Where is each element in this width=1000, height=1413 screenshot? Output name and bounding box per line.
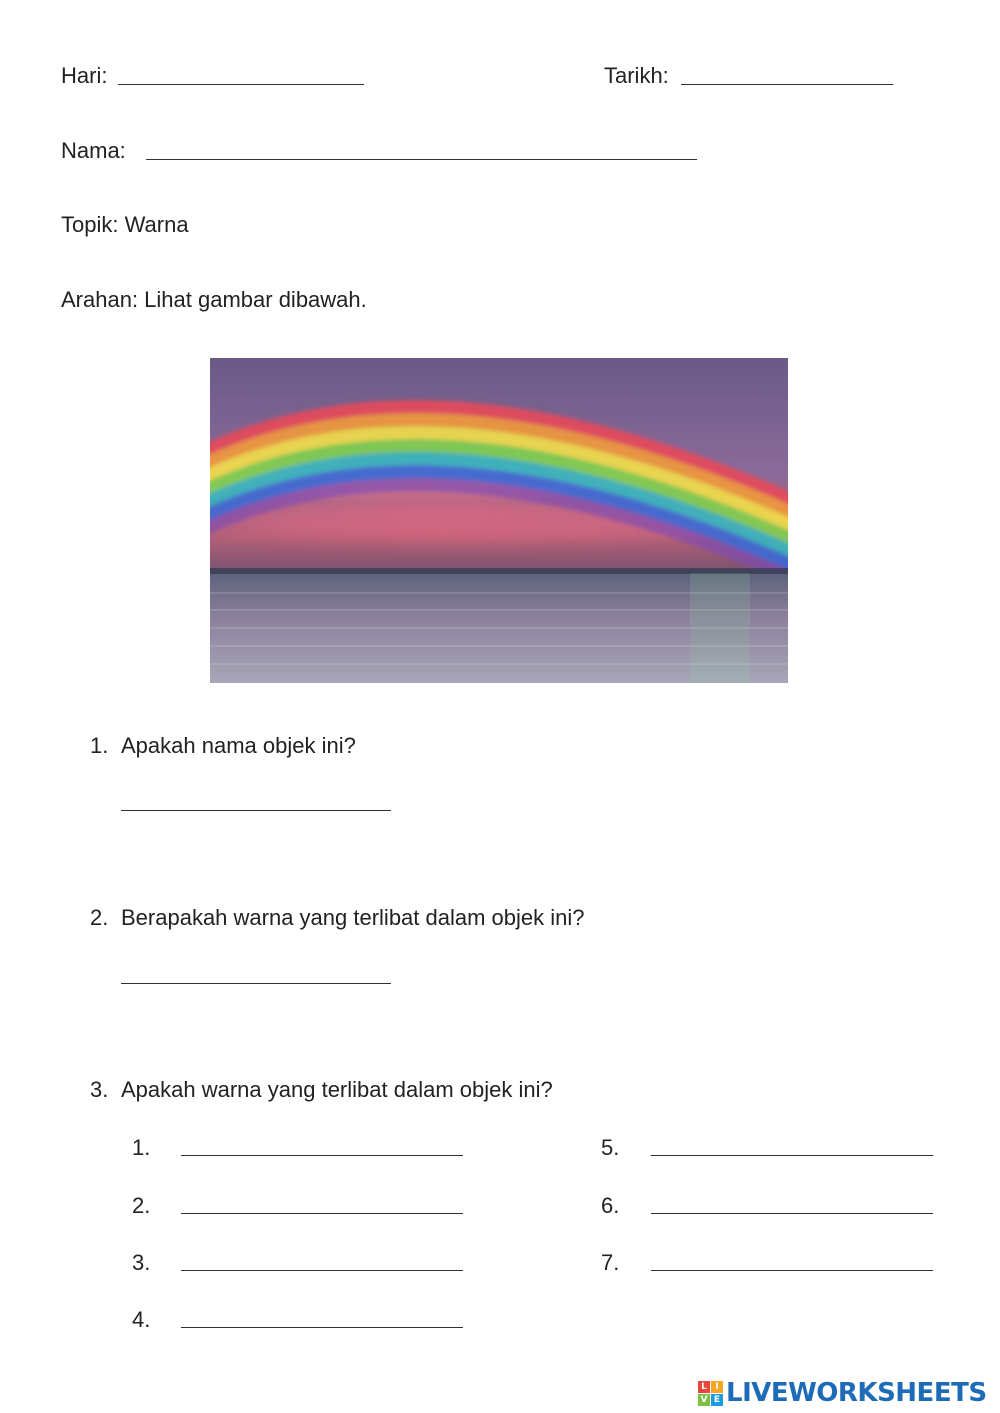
question-3-number: 3. <box>90 1077 109 1102</box>
topic-text: Topik: Warna <box>61 212 189 237</box>
answer-1-line[interactable] <box>121 810 391 811</box>
color-slot-number: 7. <box>601 1250 620 1275</box>
logo-text: LIVEWORKSHEETS <box>726 1378 987 1408</box>
logo-letter-tile: V <box>698 1394 710 1406</box>
color-slot-line[interactable] <box>181 1327 463 1328</box>
question-2-text: Berapakah warna yang terlibat dalam objek ini? <box>121 905 585 930</box>
name-label: Nama: <box>61 138 126 163</box>
color-slot-line[interactable] <box>181 1155 463 1156</box>
color-slot-line[interactable] <box>651 1155 933 1156</box>
logo-letter-tile: I <box>711 1381 723 1393</box>
color-slot-number: 2. <box>132 1193 151 1218</box>
liveworksheets-logo[interactable] <box>698 1378 987 1408</box>
date-label: Tarikh: <box>604 63 669 88</box>
question-2-number: 2. <box>90 905 109 930</box>
color-slot-line[interactable] <box>181 1213 463 1214</box>
color-slot-number: 1. <box>132 1135 151 1160</box>
date-input-line[interactable] <box>681 84 893 85</box>
color-slot-number: 5. <box>601 1135 620 1160</box>
color-slot-line[interactable] <box>651 1270 933 1271</box>
color-slot-line[interactable] <box>181 1270 463 1271</box>
logo-letter-tile: E <box>711 1394 723 1406</box>
color-slot-number: 4. <box>132 1307 151 1332</box>
color-slot-number: 3. <box>132 1250 151 1275</box>
name-input-line[interactable] <box>146 159 697 160</box>
question-1-number: 1. <box>90 733 109 758</box>
day-label: Hari: <box>61 63 108 88</box>
color-slot-line[interactable] <box>651 1213 933 1214</box>
question-1-text: Apakah nama objek ini? <box>121 733 356 758</box>
logo-letter-tile: L <box>698 1381 710 1393</box>
color-slot-number: 6. <box>601 1193 620 1218</box>
rainbow-image <box>210 358 788 683</box>
question-3-text: Apakah warna yang terlibat dalam objek ini? <box>121 1077 553 1102</box>
day-input-line[interactable] <box>118 84 364 85</box>
answer-2-line[interactable] <box>121 983 391 984</box>
liveworksheets-logo-icon <box>698 1381 723 1406</box>
instruction-text: Arahan: Lihat gambar dibawah. <box>61 287 367 312</box>
